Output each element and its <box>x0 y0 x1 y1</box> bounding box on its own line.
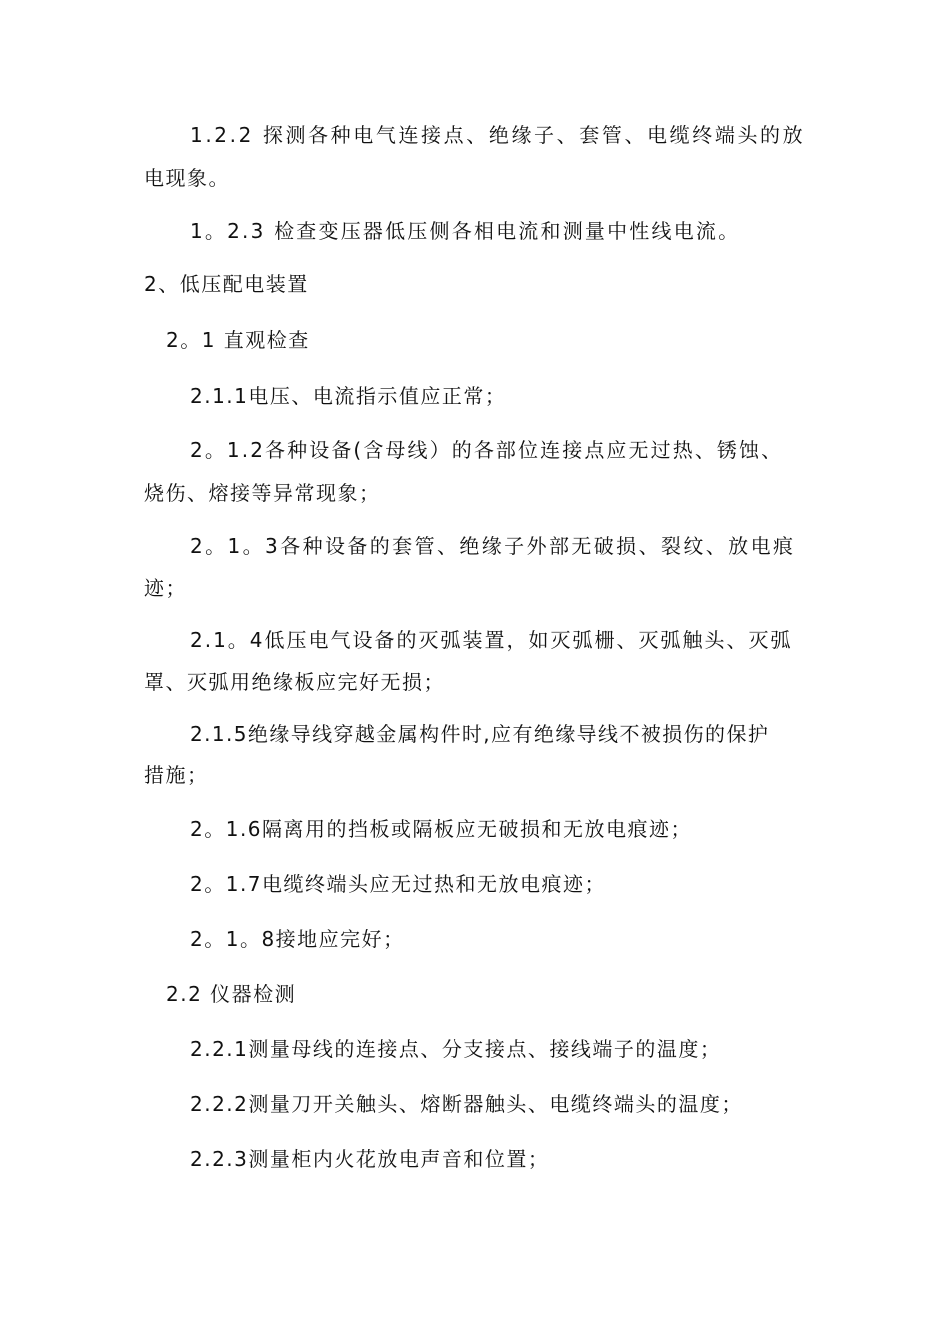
item-2-1-5-line-2: 措施； <box>144 763 209 787</box>
section-2-heading: 2、低压配电装置 <box>144 272 309 296</box>
item-2-1-1: 2.1.1电压、电流指示值应正常； <box>190 384 507 408</box>
item-2-1-4-line-2: 罩、灭弧用绝缘板应完好无损； <box>144 670 445 694</box>
item-2-1-5-line-1: 2.1.5绝缘导线穿越金属构件时,应有绝缘导线不被损伤的保护 <box>190 722 770 746</box>
item-2-1-6: 2。1.6隔离用的挡板或隔板应无破损和无放电痕迹； <box>190 817 693 841</box>
item-2-2-2: 2.2.2测量刀开关触头、熔断器触头、电缆终端头的温度； <box>190 1092 743 1116</box>
item-2-1-2-line-2: 烧伤、熔接等异常现象； <box>144 481 381 505</box>
item-2-2-1: 2.2.1测量母线的连接点、分支接点、接线端子的温度； <box>190 1037 722 1061</box>
paragraph-1-2-2-line-2: 电现象。 <box>144 166 230 190</box>
item-2-1-2-line-1: 2。1.2各种设备(含母线）的各部位连接点应无过热、锈蚀、 <box>190 438 784 462</box>
paragraph-1-2-2-line-1: 1.2.2 探测各种电气连接点、绝缘子、套管、电缆终端头的放 <box>190 123 806 147</box>
item-2-2-3: 2.2.3测量柜内火花放电声音和位置； <box>190 1147 550 1171</box>
item-2-1-3-line-2: 迹； <box>144 576 187 600</box>
item-2-1-7: 2。1.7电缆终端头应无过热和无放电痕迹； <box>190 872 607 896</box>
item-2-1-4-line-1: 2.1。4低压电气设备的灭弧装置，如灭弧栅、灭弧触头、灭弧 <box>190 628 793 652</box>
item-2-1-3-line-1: 2。1。3各种设备的套管、绝缘子外部无破损、裂纹、放电痕 <box>190 534 796 558</box>
item-2-1-8: 2。1。8接地应完好； <box>190 927 405 951</box>
subsection-2-1-heading: 2。1 直观检查 <box>166 328 310 352</box>
subsection-2-2-heading: 2.2 仪器检测 <box>166 982 297 1006</box>
paragraph-1-2-3: 1。2.3 检查变压器低压侧各相电流和测量中性线电流。 <box>190 219 741 243</box>
